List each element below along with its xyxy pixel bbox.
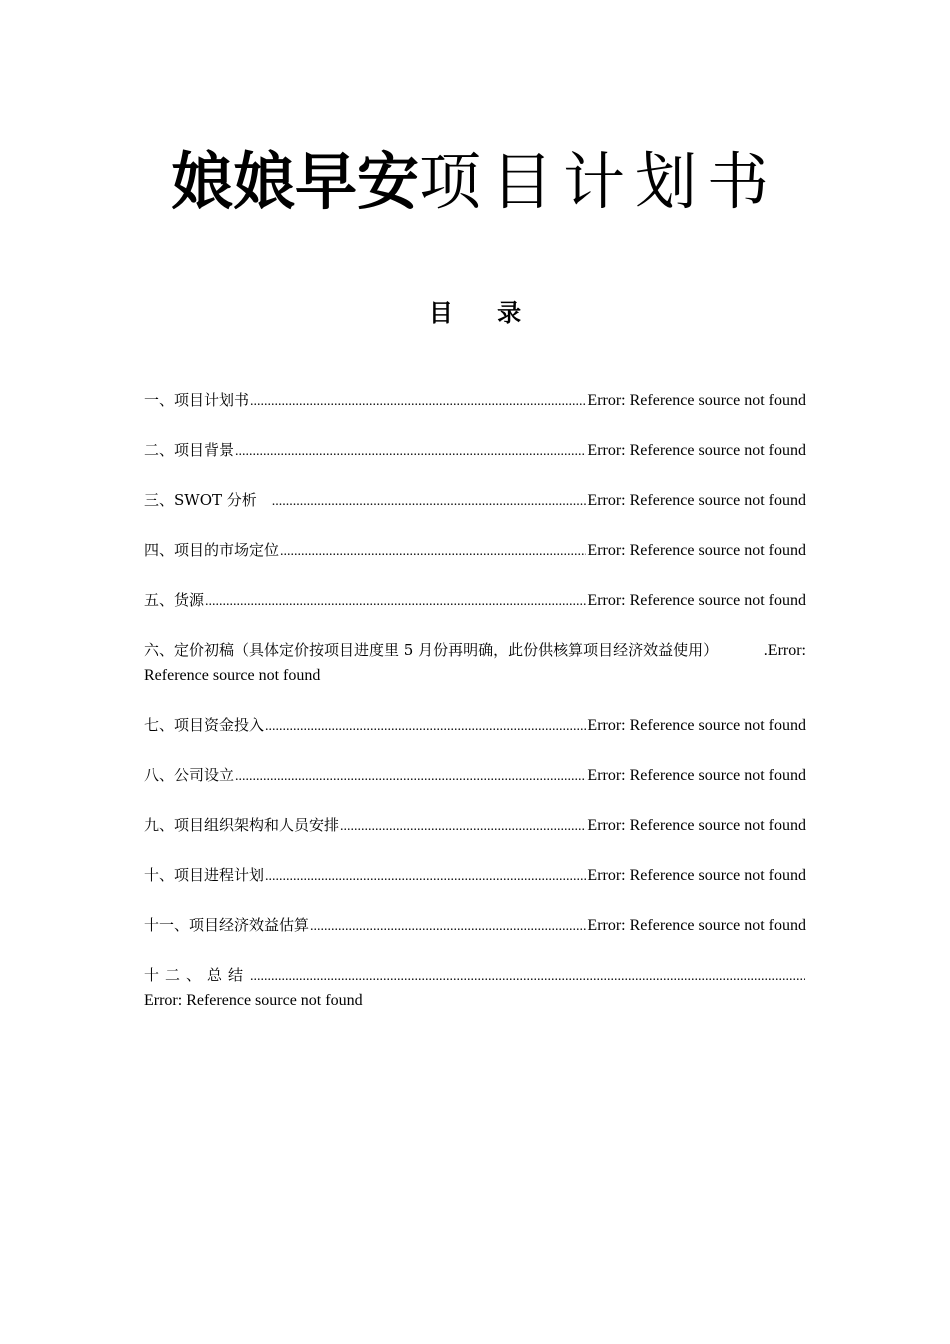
toc-entry-label: 十一、项目经济效益估算 <box>144 916 310 934</box>
toc-entry-ref: Error: Reference source not found <box>587 592 806 609</box>
title-brand: 娘娘早安 <box>170 145 419 218</box>
toc-entry-label: 九、项目组织架构和人员安排 <box>144 816 340 834</box>
toc-entry-label: 一、项目计划书 <box>144 391 250 409</box>
toc-entry-ref: Error: Reference source not found <box>587 442 806 459</box>
toc-entry-label: 五、货源 <box>144 591 205 609</box>
toc-entry-label: 十二、总结 <box>144 966 250 984</box>
toc-leader <box>272 489 587 513</box>
toc-entry-label: 二、项目背景 <box>144 441 235 459</box>
toc-entry-11[interactable] <box>144 913 806 938</box>
toc-entry-label: 八、公司设立 <box>144 766 235 784</box>
toc-entry-9[interactable] <box>144 813 806 838</box>
toc-entry-4[interactable] <box>144 538 806 563</box>
toc-heading: 目 录 <box>428 299 540 327</box>
toc-leader <box>235 764 586 788</box>
toc-entry-ref: Error: Reference source not found <box>144 992 363 1009</box>
toc-entry-label: 三、SWOT 分析 <box>144 491 257 509</box>
toc-leader <box>265 714 586 738</box>
toc-entry-ref: Error: Reference source not found <box>587 542 806 559</box>
toc-entry-label: 七、项目资金投入 <box>144 716 265 734</box>
toc-entry-6[interactable] <box>144 638 806 688</box>
toc-entry-ref-continued: Reference source not found <box>144 667 321 684</box>
toc-entry-5[interactable] <box>144 588 806 613</box>
toc-leader <box>235 439 586 463</box>
toc-leader <box>265 864 586 888</box>
toc-entry-2[interactable] <box>144 438 806 463</box>
title-suffix: 项目计划书 <box>419 145 780 218</box>
toc-entry-3[interactable] <box>144 488 806 513</box>
toc-entry-ref: Error: Reference source not found <box>587 392 806 409</box>
table-of-contents <box>144 388 806 1038</box>
toc-entry-label: 十、项目进程计划 <box>144 866 265 884</box>
toc-leader <box>340 814 586 838</box>
toc-entry-label: 六、定价初稿（具体定价按项目进度里 5 月份再明确，此份供核算项目经济效益使用） <box>144 641 719 659</box>
toc-leader <box>250 964 805 989</box>
toc-leader <box>205 589 586 613</box>
toc-entry-10[interactable] <box>144 863 806 888</box>
toc-entry-label: 四、项目的市场定位 <box>144 541 280 559</box>
toc-entry-ref: Error: Reference source not found <box>587 817 806 834</box>
toc-entry-ref: Error: Reference source not found <box>587 492 806 509</box>
toc-entry-12[interactable] <box>144 963 806 1013</box>
toc-leader <box>280 539 586 563</box>
toc-entry-8[interactable] <box>144 763 806 788</box>
toc-entry-7[interactable] <box>144 713 806 738</box>
toc-entry-1[interactable] <box>144 388 806 413</box>
toc-entry-ref: Error: Reference source not found <box>587 867 806 884</box>
toc-leader <box>250 389 586 413</box>
toc-entry-ref: Error: Reference source not found <box>587 917 806 934</box>
toc-entry-ref: .Error: <box>763 642 806 659</box>
toc-entry-ref: Error: Reference source not found <box>587 717 806 734</box>
toc-leader <box>310 914 586 938</box>
toc-entry-ref: Error: Reference source not found <box>587 767 806 784</box>
document-title <box>0 142 950 222</box>
